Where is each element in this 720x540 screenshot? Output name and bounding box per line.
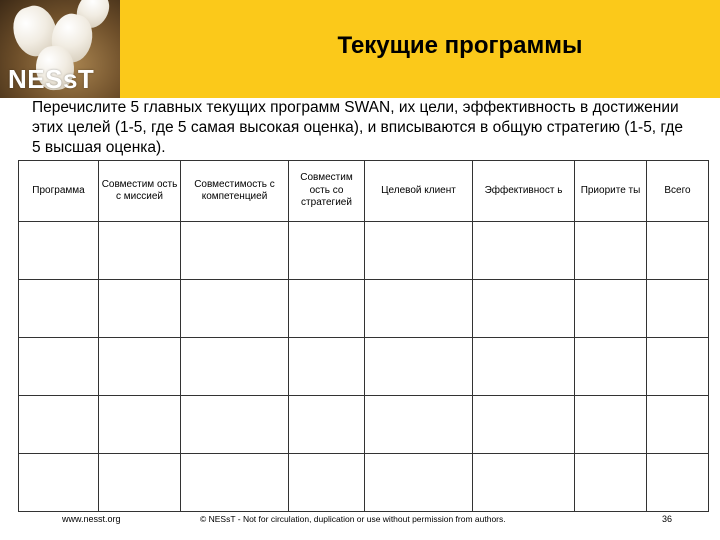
table-cell[interactable] [473,396,575,454]
table-row [19,222,709,280]
column-header-program: Программа [19,161,99,222]
table-cell[interactable] [181,280,289,338]
footer-copyright: © NESsT - Not for circulation, duplication or use without permission from authors. [200,514,506,524]
table-cell[interactable] [575,222,647,280]
table-cell[interactable] [289,280,365,338]
table-cell[interactable] [99,338,181,396]
table-cell[interactable] [647,454,709,512]
table-header-row [19,161,709,222]
table-cell[interactable] [19,396,99,454]
table-row [19,454,709,512]
column-header-target-client: Целевой клиент [365,161,473,222]
table-cell[interactable] [181,396,289,454]
table-cell[interactable] [365,280,473,338]
logo: NESsT [8,64,95,94]
table-row [19,338,709,396]
table-cell[interactable] [365,454,473,512]
table-cell[interactable] [181,222,289,280]
table-row [19,396,709,454]
table-cell[interactable] [99,396,181,454]
table-cell[interactable] [99,280,181,338]
table-cell[interactable] [181,454,289,512]
table-cell[interactable] [575,338,647,396]
table-cell[interactable] [289,338,365,396]
instructions-text: Перечислите 5 главных текущих программ SWAN, их цели, эффективность в достижении этих целей (1-5, где 5 самая высокая оценка), и вписываются в общую стратегию (1-5, где 5 высшая оценка). [32,99,684,156]
page-number: 36 [662,514,673,524]
table-cell[interactable] [19,338,99,396]
table-cell[interactable] [473,280,575,338]
table-cell[interactable] [19,280,99,338]
slide-title: Текущие программы [337,32,583,59]
table-cell[interactable] [289,396,365,454]
programs-table [18,160,709,512]
table-cell[interactable] [365,396,473,454]
footer-website: www.nesst.org [62,514,121,524]
table-cell[interactable] [575,280,647,338]
table-cell[interactable] [647,396,709,454]
column-header-mission-fit: Совместим ость с миссией [99,161,181,222]
table-cell[interactable] [19,222,99,280]
column-header-strategy-fit: Совместим ость со стратегией [289,161,365,222]
column-header-priorities: Приорите ты [575,161,647,222]
table-cell[interactable] [473,454,575,512]
column-header-effectiveness: Эффективност ь [473,161,575,222]
table-cell[interactable] [365,338,473,396]
table-cell[interactable] [99,454,181,512]
table-cell[interactable] [473,338,575,396]
table-cell[interactable] [647,280,709,338]
table-cell[interactable] [19,454,99,512]
table-cell[interactable] [289,222,365,280]
table-cell[interactable] [647,338,709,396]
column-header-total: Всего [647,161,709,222]
table-cell[interactable] [575,396,647,454]
table-cell[interactable] [647,222,709,280]
table-cell[interactable] [365,222,473,280]
table-row [19,280,709,338]
table-cell[interactable] [473,222,575,280]
column-header-competence-fit: Совместимость с компетенцией [181,161,289,222]
table-cell[interactable] [575,454,647,512]
table-cell[interactable] [289,454,365,512]
table-cell[interactable] [99,222,181,280]
table-cell[interactable] [181,338,289,396]
